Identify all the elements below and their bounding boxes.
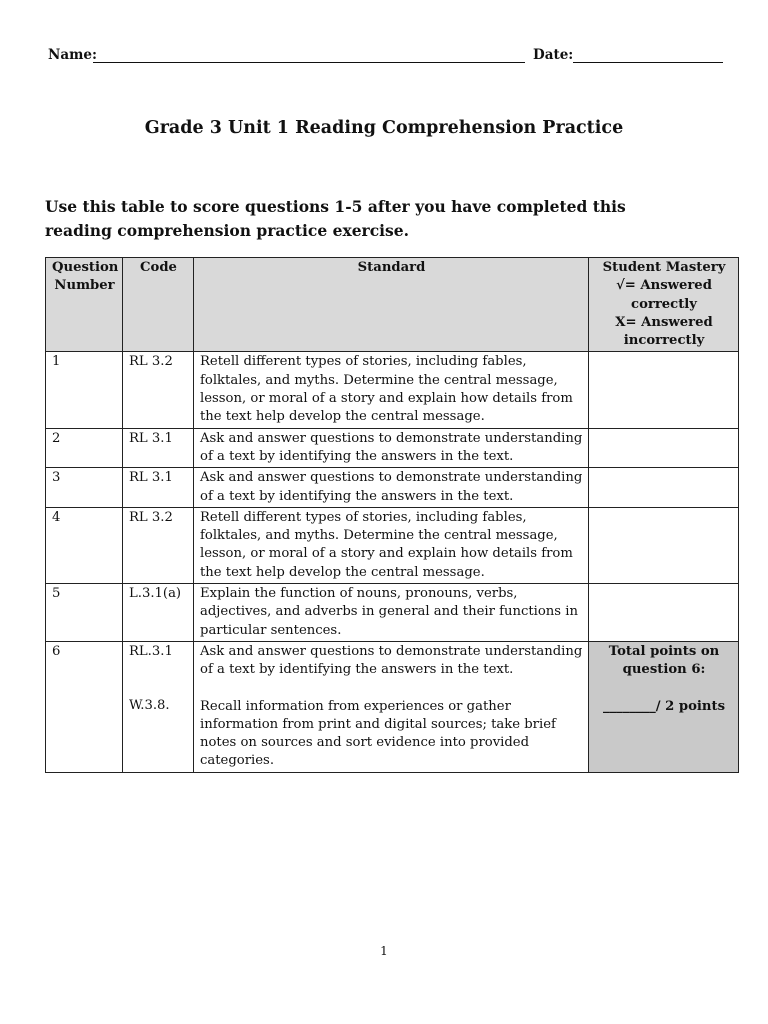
standard-code: RL 3.1 <box>123 428 194 468</box>
code-2: W.3.8. <box>129 698 170 714</box>
mastery-mark-cell[interactable] <box>589 507 739 583</box>
page-title: Grade 3 Unit 1 Reading Comprehension Practice <box>144 118 624 138</box>
standard-code: RL 3.2 <box>123 352 194 428</box>
code-1: RL.3.1 <box>129 643 173 659</box>
mastery-mark-cell[interactable] <box>589 584 739 642</box>
question-number: 2 <box>46 428 123 468</box>
page-number: 1 <box>380 944 388 958</box>
standard-1: Ask and answer questions to demonstrate understanding of a text by identifying the answers in the text. <box>200 643 583 678</box>
header-student-mastery <box>589 258 739 352</box>
standard-text: Ask and answer questions to demonstrate understanding of a text by identifying the answers in the text. <box>194 468 589 508</box>
name-date-line <box>48 47 728 67</box>
total-points-max: / 2 points <box>655 698 726 714</box>
question-number: 5 <box>46 584 123 642</box>
standard-codes <box>123 641 194 772</box>
mastery-mark-cell[interactable] <box>589 428 739 468</box>
instructions: Use this table to score questions 1-5 after you have completed this reading comprehension practice exercise. <box>45 197 626 240</box>
table-row-6 <box>46 641 739 772</box>
question-number: 6 <box>46 641 123 772</box>
total-points-label: Total points on question 6: <box>608 643 720 678</box>
standard-2: Recall information from experiences or gather information from print and digital sources; take brief notes on sources and sort evidence into provided categories. <box>200 698 556 769</box>
standard-code: RL 3.1 <box>123 468 194 508</box>
standard-code: L.3.1(a) <box>123 584 194 642</box>
name-field[interactable] <box>93 62 525 63</box>
mastery-title: Student Mastery <box>602 260 726 275</box>
date-field[interactable] <box>573 62 723 63</box>
table-header-row <box>46 258 739 352</box>
question-number: 1 <box>46 352 123 428</box>
question-number: 3 <box>46 468 123 508</box>
total-points-blank[interactable]: ________ <box>602 698 656 714</box>
table-row <box>46 584 739 642</box>
table-row <box>46 428 739 468</box>
table-row <box>46 352 739 428</box>
standard-code: RL 3.2 <box>123 507 194 583</box>
standard-text: Retell different types of stories, including fables, folktales, and myths. Determine the central message, lesson, or moral of a story and explain how details from the text help develop the central message. <box>194 352 589 428</box>
standard-text: Ask and answer questions to demonstrate understanding of a text by identifying the answers in the text. <box>194 428 589 468</box>
name-label: Name: <box>48 47 97 63</box>
mastery-mark-cell[interactable] <box>589 352 739 428</box>
header-question-number: Question Number <box>46 258 123 352</box>
score-table <box>45 257 739 773</box>
mastery-mark-cell[interactable] <box>589 468 739 508</box>
question-number: 4 <box>46 507 123 583</box>
header-standard: Standard <box>194 258 589 352</box>
standard-texts <box>194 641 589 772</box>
total-points-entry[interactable] <box>595 698 733 716</box>
table-row <box>46 507 739 583</box>
standard-text: Explain the function of nouns, pronouns, verbs, adjectives, and adverbs in general and their functions in particular sentences. <box>194 584 589 642</box>
mastery-correct-key: √= Answered correctly <box>616 278 712 312</box>
table-row <box>46 468 739 508</box>
mastery-incorrect-key: X= Answered incorrectly <box>615 314 713 349</box>
total-points-cell <box>589 641 739 772</box>
date-label: Date: <box>533 47 574 63</box>
header-code: Code <box>123 258 194 352</box>
standard-text: Retell different types of stories, including fables, folktales, and myths. Determine the central message, lesson, or moral of a story and explain how details from the text help develop the central message. <box>194 507 589 583</box>
